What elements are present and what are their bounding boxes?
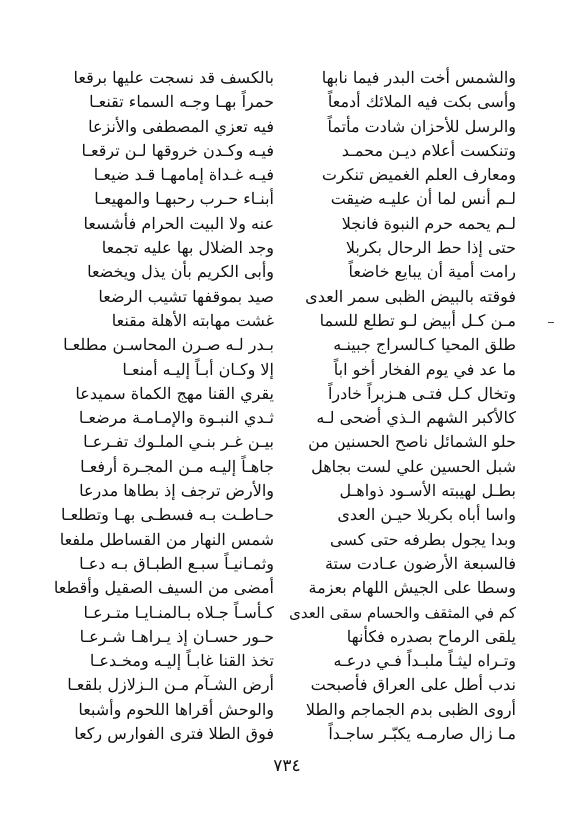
verse-second-half-line: عنه ولا البيت الحرام فأشسعا xyxy=(83,213,274,233)
verse-second-half-line: تخذ القنا غابـاً إليـه ومخـدعـا xyxy=(89,651,274,671)
verse-first-half-line: كالأكبر الشهم الـذي أضحى لـه xyxy=(316,408,516,428)
verse-second-half-line: حـاطـت بـه فسطـى بهـا وتطلعـا xyxy=(61,505,274,525)
verse-first-half-line: كم في المثقف والحسام سقى العدى xyxy=(289,603,516,622)
verse-second-half-line: فيـه غـداة إمامهـا قـد ضيعـا xyxy=(93,165,274,185)
verse-first-half-line: يلقى الرماح بصدره فكأنها xyxy=(346,626,516,646)
verse-first-half-line: والرسل للأحزان شادت مأتماً xyxy=(327,116,516,136)
poem-column-right xyxy=(284,66,516,746)
verse-first-half-line: ندب أطل على العراق فأصبحت xyxy=(310,675,516,695)
verse-second-half-line: كـأسـاً جـلاه بـالمنـايـا متـرعـا xyxy=(83,602,274,622)
verse-second-half-line: فوق الطلا فترى الفوارس ركعا xyxy=(74,724,274,744)
verse-first-half-line: أروى الظبى بدم الجماجم والطلا xyxy=(305,699,516,719)
verse-second-half-line: أرض الشـآم مـن الـزلازل بلقعـا xyxy=(67,675,274,695)
verse-second-half-line: صيد بموقفها تشيب الرضعا xyxy=(98,286,274,306)
verse-first-half-line: والشمس أخت البدر فيما نابها xyxy=(321,68,516,87)
verse-second-half-line: بـدر لـه صـرن المحاسـن مطلعـا xyxy=(63,335,274,355)
verse-first-half-line: حلو الشمائل ناصح الحسنين من xyxy=(308,432,516,452)
verse-first-half-line: وسطا على الجيش اللهام بعزمة xyxy=(308,578,516,598)
page-number: ٧٣٤ xyxy=(273,756,301,776)
poem-column-left xyxy=(52,66,274,746)
verse-first-half-line: حتى إذا حط الرحال بكربلا xyxy=(345,238,516,258)
verse-second-half-line: بالكسف قد نسجت عليها برقعا xyxy=(73,68,274,87)
verse-second-half-line: حـور حسـان إذ يـراهـا شـرعـا xyxy=(79,626,274,646)
verse-second-half-line: حمراً بهـا وجـه السماء تقنعـا xyxy=(89,92,274,112)
verse-first-half-line: وتخال كـل فتـى هـزبراً خادراً xyxy=(327,383,516,403)
verse-first-half-line: وتنكست أعلام ديـن محمـد xyxy=(341,140,516,160)
verse-second-half-line: بيـن غـر بنـي الملـوك تفـرعـا xyxy=(83,432,274,452)
verse-second-half-line: وأبى الكريم بأن يذل ويخضعا xyxy=(87,262,274,282)
verse-second-half-line: أمضى من السيف الصقيل وأقطعا xyxy=(53,578,274,598)
verse-first-half-line: وتـراه ليثـاً ملبـداً فـي درعـه xyxy=(333,651,516,671)
verse-second-half-line: والوحش أقراها اللحوم وأشبعا xyxy=(78,699,274,719)
verse-second-half-line: جاهـاً إليـه مـن المجـرة أرفعـا xyxy=(80,456,274,476)
verse-first-half-line: فوقته بالبيض الظبى سمر العدى xyxy=(305,286,516,306)
verse-first-half-line: ما عد في يوم الفخار أخو اباً xyxy=(333,359,516,379)
verse-first-half-line: فالسبعة الأرضون عـادت ستة xyxy=(324,553,516,573)
verse-first-half-line: وأسى بكت فيه الملائك أدمعاً xyxy=(327,92,516,112)
verse-second-half-line: وثمـانيـاً سبـع الطبـاق بـه دعـا xyxy=(79,553,274,573)
verse-first-half-line: وبدا يجول بطرفه حتى كسى xyxy=(330,529,516,549)
verse-first-half-line: ومعارف العلم الغميض تنكرت xyxy=(321,165,516,185)
verse-second-half-line: وجد الضلال بها عليه تجمعا xyxy=(101,238,274,258)
verse-second-half-line: فيـه وكـدن خروقها لـن ترقعـا xyxy=(81,140,274,160)
verse-first-half-line: واسا أباه بكربلا حيـن العدى xyxy=(337,505,516,525)
verse-first-half-line: طلق المحيا كـالسراج جبينـه xyxy=(333,335,516,355)
verse-first-half-line: رامت أمية أن يبايع خاضعاً xyxy=(348,262,516,282)
margin-mark xyxy=(548,322,554,323)
verse-first-half-line: بطـل لهيبته الأسـود ذواهـل xyxy=(339,481,516,501)
verse-first-half-line: لـم يحمه حرم النبوة فانجلا xyxy=(341,213,516,233)
verse-first-half-line: مـا زال صارمـه يكبّـر ساجـداً xyxy=(328,724,516,744)
verse-first-half-line: مـن كـل أبيض لـو تطلع للسما xyxy=(319,310,516,330)
verse-second-half-line: أبنـاء حـرب رحبهـا والمهيعـا xyxy=(94,189,274,209)
verse-second-half-line: يقري القنا مهج الكماة سميدعا xyxy=(75,383,274,403)
verse-second-half-line: غشت مهابته الأهلة مقنعا xyxy=(111,310,274,330)
verse-first-half-line: شبل الحسين علي لست بجاهل xyxy=(311,456,516,476)
verse-second-half-line: ثـدي النبـوة والإمـامـة مرضعـا xyxy=(78,408,274,428)
verse-second-half-line: فيه تعزي المصطفى والأنزعا xyxy=(88,116,274,136)
verse-first-half-line: لـم أنس لما أن عليـه ضيقت xyxy=(330,189,516,209)
verse-second-half-line: والأرض ترجف إذ بطاها مدرعا xyxy=(79,481,274,501)
verse-second-half-line: إلا وكـان أبـاً إليـه أمنعـا xyxy=(122,359,274,379)
verse-second-half-line: شمس النهار من القساطل ملفعا xyxy=(59,529,274,549)
